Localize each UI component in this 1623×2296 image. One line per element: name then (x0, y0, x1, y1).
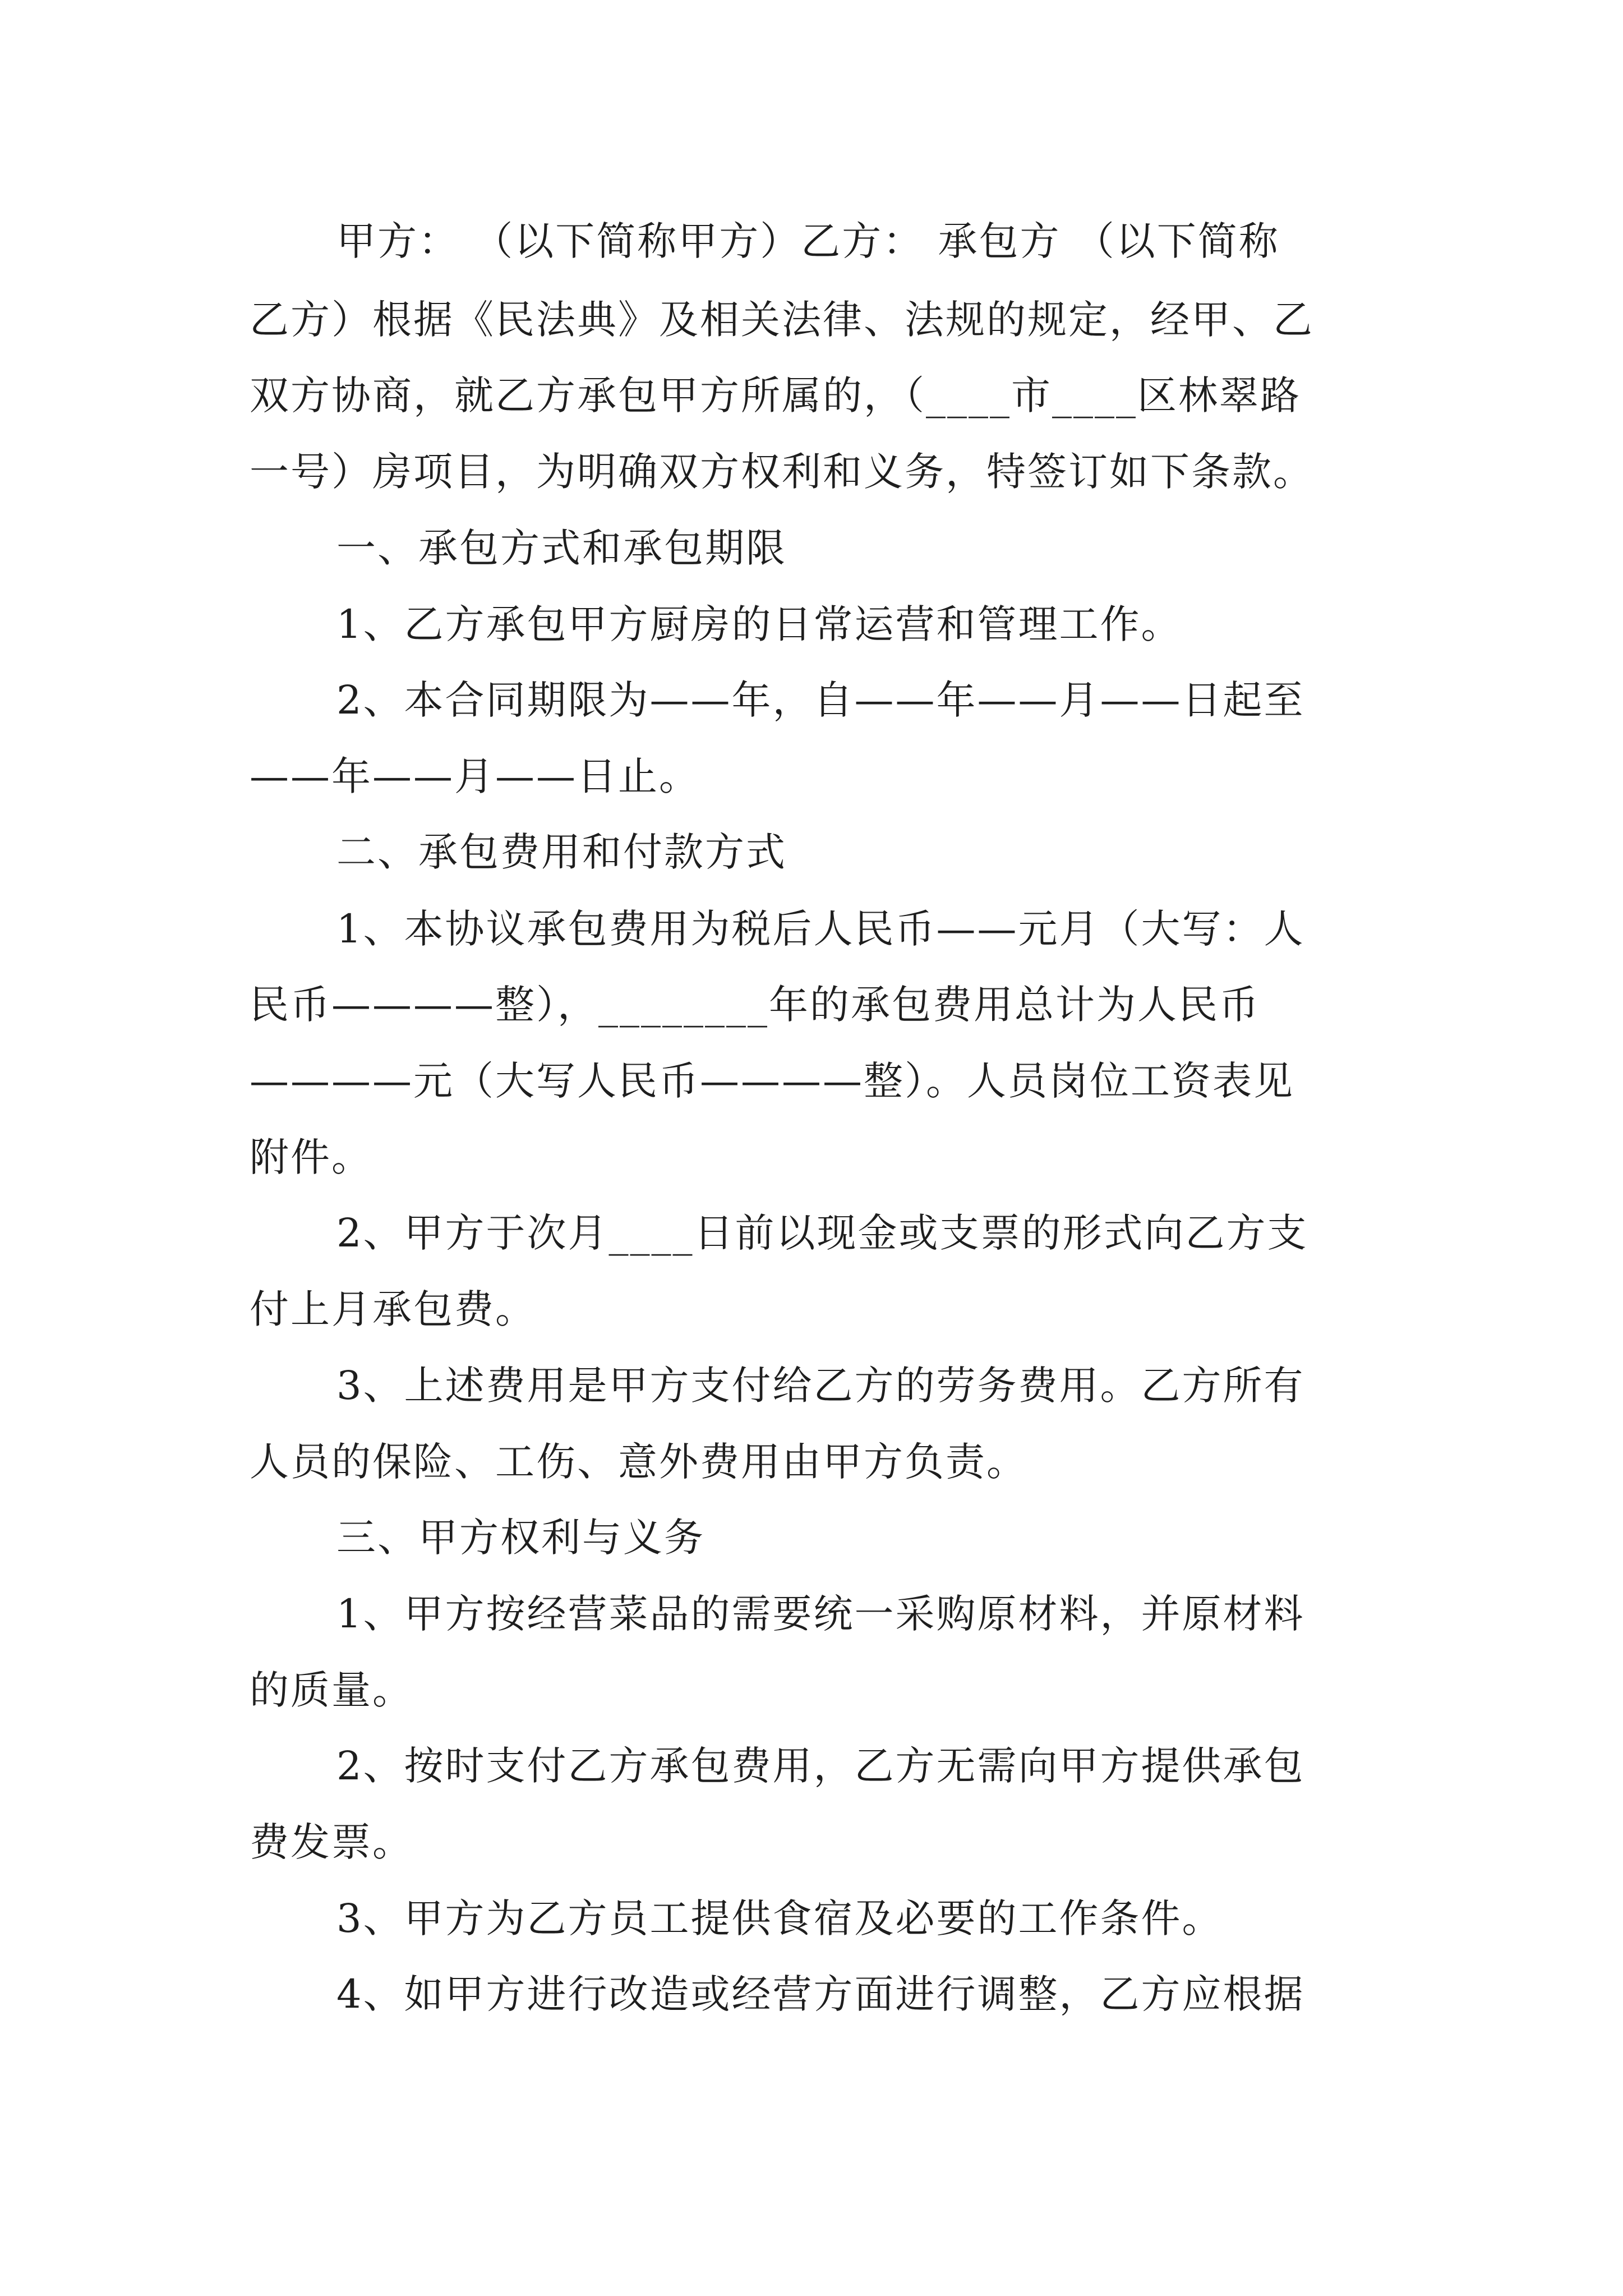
section-heading-3: 三、甲方权利与义务 (336, 1515, 705, 1561)
paragraph-line-3: 双方协商，就乙方承包甲方所属的，（____市____区林翠路 (250, 372, 1301, 418)
clause-continuation-line: ————元（大写人民币————整）。人员岗位工资表见 (250, 1058, 1294, 1104)
paragraph-line-4: 一号）房项目，为明确双方权利和义务，特签订如下条款。 (250, 449, 1314, 495)
clause-continuation-line: ——年——月——日止。 (250, 753, 700, 799)
clause-continuation-line: 费发票。 (250, 1819, 413, 1865)
clause-line: 1、乙方承包甲方厨房的日常运营和管理工作。 (336, 601, 1182, 647)
clause-line: 1、本协议承包费用为税后人民币——元月（大写：人 (336, 906, 1305, 952)
paragraph-line-2: 乙方）根据《民法典》及相关法律、法规的规定，经甲、乙 (250, 297, 1314, 343)
clause-line: 2、甲方于次月____日前以现金或支票的形式向乙方支 (336, 1210, 1308, 1256)
clause-continuation-line: 人员的保险、工伤、意外费用由甲方负责。 (250, 1439, 1027, 1485)
clause-continuation-line: 民币————整），________年的承包费用总计为人民币 (250, 982, 1260, 1028)
clause-line: 4、如甲方进行改造或经营方面进行调整，乙方应根据 (336, 1971, 1305, 2017)
clause-line: 1、甲方按经营菜品的需要统一采购原材料，并原材料 (336, 1591, 1305, 1637)
section-heading-2: 二、承包费用和付款方式 (336, 829, 787, 875)
clause-continuation-line: 付上月承包费。 (250, 1286, 536, 1332)
clause-line: 3、甲方为乙方员工提供食宿及必要的工作条件。 (336, 1895, 1223, 1941)
clause-line: 2、本合同期限为——年，自——年——月——日起至 (336, 677, 1305, 723)
section-heading-1: 一、承包方式和承包期限 (336, 525, 787, 571)
clause-line: 3、上述费用是甲方支付给乙方的劳务费用。乙方所有 (336, 1363, 1305, 1409)
clause-continuation-line: 的质量。 (250, 1667, 413, 1713)
clause-continuation-line: 附件。 (250, 1134, 372, 1180)
paragraph-line-1: 甲方： （以下简称甲方）乙方： 承包方 （以下简称 (336, 218, 1280, 264)
clause-line: 2、按时支付乙方承包费用，乙方无需向甲方提供承包 (336, 1743, 1305, 1789)
